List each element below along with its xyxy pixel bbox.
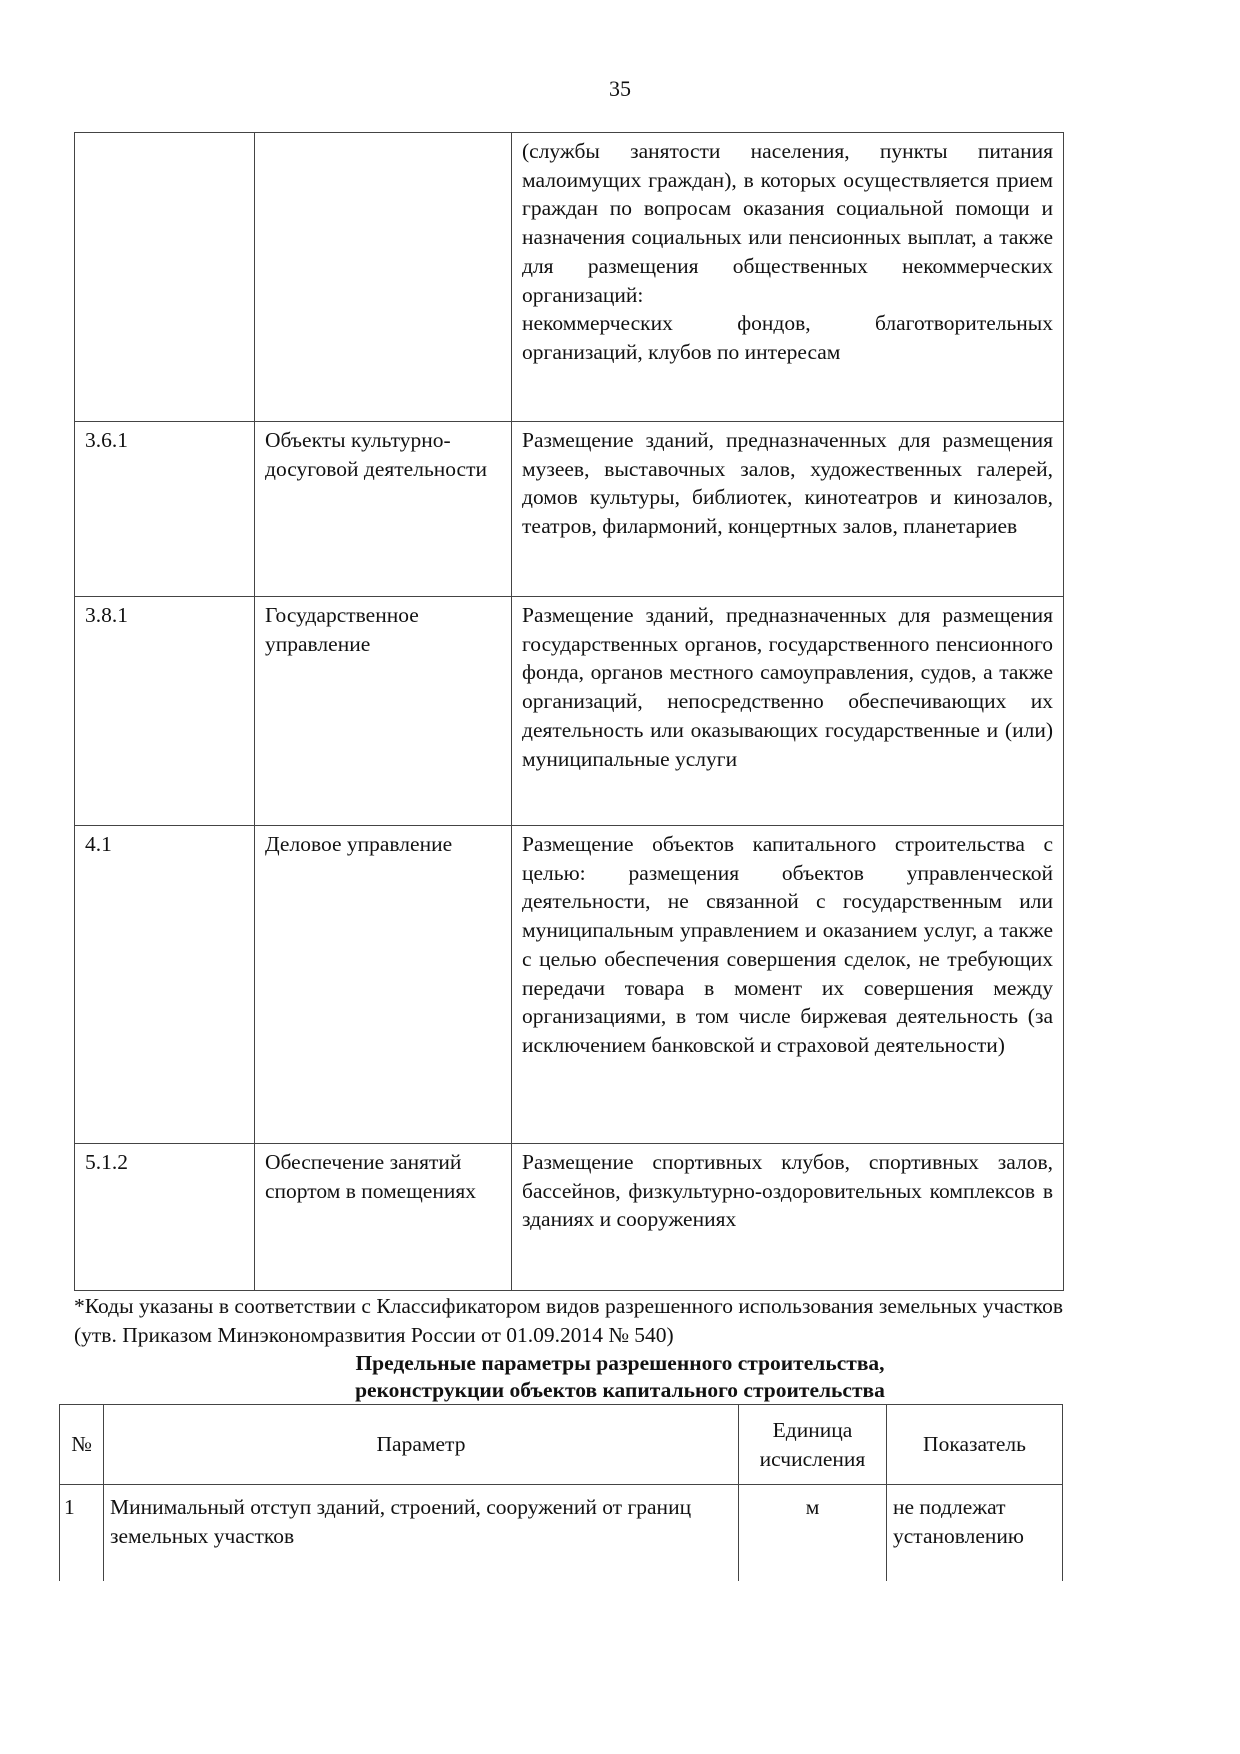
header-number: № [60,1405,104,1485]
header-unit: Единица исчисления [739,1405,887,1485]
header-parameter: Параметр [104,1405,739,1485]
description-cell [512,133,1064,422]
table-header-row [60,1405,1063,1485]
section-title-line-2: реконструкции объектов капитального строительства [355,1378,885,1402]
code-cell: 4.1 [75,826,255,1144]
code-cell [75,133,255,422]
name-cell: Деловое управление [255,826,512,1144]
description-text: (службы занятости населения, пункты питания малоимущих граждан), в которых осуществляется прием граждан по вопросам оказания социальной помощи и назначения социальных или пенсионных выплат, а также для размещения общественных некоммерческих организаций: [522,139,1053,307]
section-title-line-1: Предельные параметры разрешенного строительства, [355,1351,885,1375]
table-row [60,1485,1063,1581]
parameter-cell: Минимальный отступ зданий, строений, сооружений от границ земельных участков [104,1485,739,1581]
description-cell: Размещение спортивных клубов, спортивных залов, бассейнов, физкультурно-оздоровительных комплексов в зданиях и сооружениях [512,1144,1064,1291]
description-cell: Размещение зданий, предназначенных для размещения государственных органов, государственного пенсионного фонда, органов местного самоуправления, судов, а также организаций, непосредственно обеспечивающих их деятельность или оказывающих государственные и (или) муниципальные услуги [512,597,1064,826]
footnote: *Коды указаны в соответствии с Классификатором видов разрешенного использования земельных участков (утв. Приказом Минэкономразвития России от 01.09.2014 № 540) [74,1294,1063,1347]
description-cell: Размещение объектов капитального строительства с целью: размещения объектов управленческой деятельности, не связанной с государственным или муниципальным управлением и оказанием услуг, а также с целью обеспечения совершения сделок, не требующих передачи товара в момент их совершения между организациями, в том числе биржевая деятельность (за исключением банковской и страховой деятельности) [512,826,1064,1144]
value-cell: не подлежат установлению [887,1485,1063,1581]
construction-parameters-table [59,1404,1063,1581]
name-cell: Государственное управление [255,597,512,826]
table-row [75,1144,1064,1291]
code-cell: 3.6.1 [75,422,255,597]
page-number: 35 [609,76,631,101]
header-value: Показатель [887,1405,1063,1485]
code-cell: 3.8.1 [75,597,255,826]
name-cell: Обеспечение занятий спортом в помещениях [255,1144,512,1291]
land-use-types-table [74,132,1064,1291]
table-row [75,133,1064,422]
table-row [75,422,1064,597]
table-row [75,597,1064,826]
name-cell [255,133,512,422]
unit-cell: м [739,1485,887,1581]
section-title [0,1350,1240,1404]
row-number: 1 [60,1485,104,1581]
description-cell: Размещение зданий, предназначенных для размещения музеев, выставочных залов, художественных галерей, домов культуры, библиотек, кинотеатров и кинозалов, театров, филармоний, концертных залов, планетариев [512,422,1064,597]
description-text-continued: некоммерческих фондов, благотворительных организаций, клубов по интересам [522,311,1053,364]
table-row [75,826,1064,1144]
name-cell: Объекты культурно-досуговой деятельности [255,422,512,597]
code-cell: 5.1.2 [75,1144,255,1291]
